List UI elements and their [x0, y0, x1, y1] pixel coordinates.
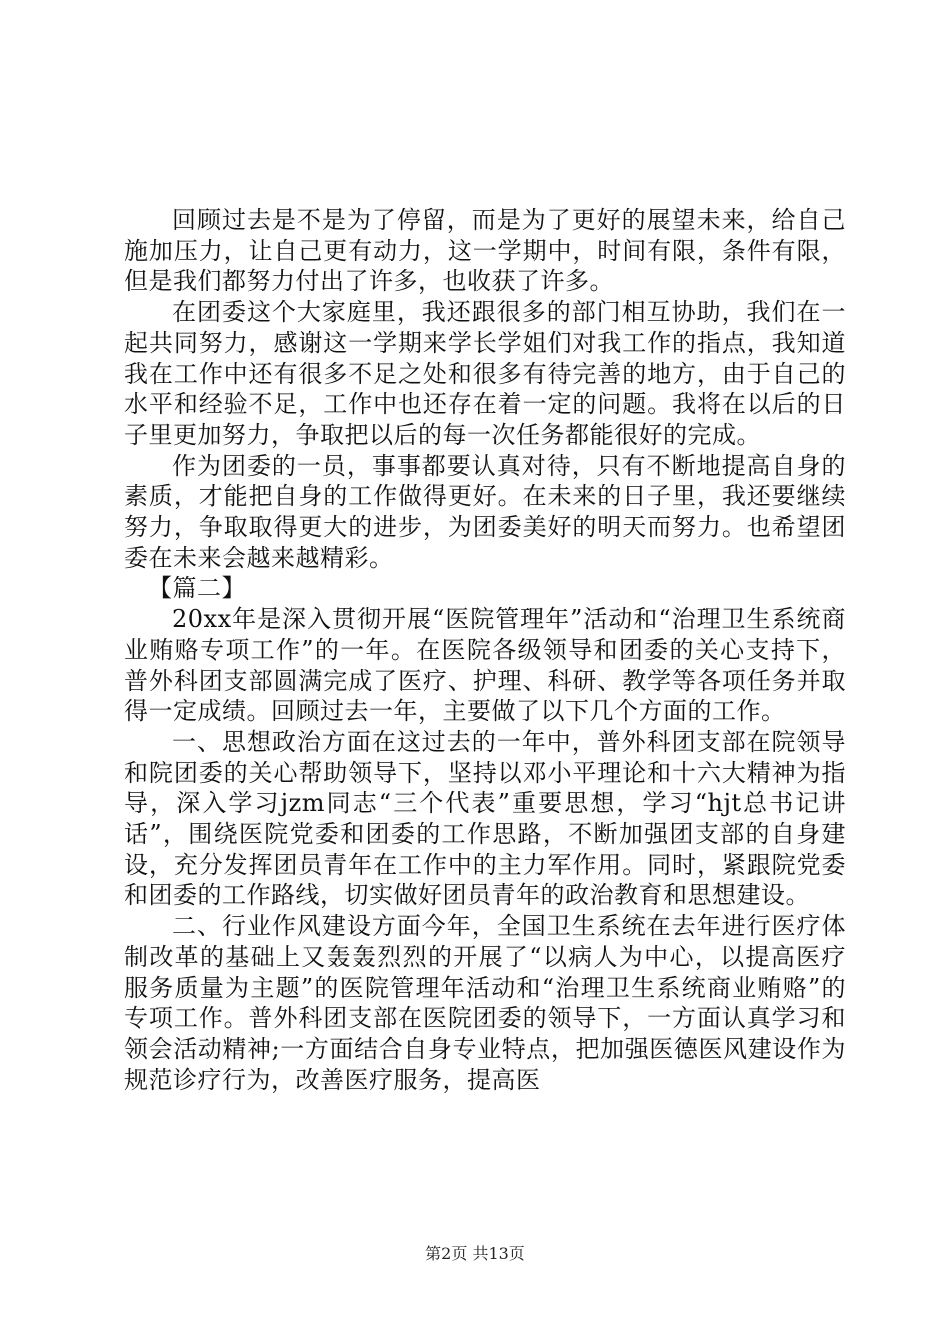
paragraph-teamwork: 在团委这个大家庭里，我还跟很多的部门相互协助，我们在一起共同努力，感谢这一学期来学长学姐们对我工作的指点，我知道我在工作中还有很多不足之处和很多有待完善的地方，由于自己的水平和经验不足，工作中也还存在着一定的问题。我将在以后的日子里更加努力，争取把以后的每一次任务都能很好的完成。 — [124, 298, 846, 449]
section-heading: 【篇二】 — [148, 574, 246, 603]
page-footer: 第2页 共13页 — [425, 1244, 525, 1263]
paragraph-future: 作为团委的一员，事事都要认真对待，只有不断地提高自身的素质，才能把自身的工作做得更好。在未来的日子里，我还要继续努力，争取取得更大的进步，为团委美好的明天而努力。也希望团委在未来会越来越精彩。 — [124, 451, 846, 572]
paragraph-ideology: 一、思想政治方面在这过去的一年中，普外科团支部在院领导和院团委的关心帮助领导下，坚持以邓小平理论和十六大精神为指导，深入学习jzm同志“三个代表”重要思想，学习“hjt总书记讲话”，围绕医院党委和团委的工作思路，不断加强团支部的自身建设，充分发挥团员青年在工作中的主力军作用。同时，紧跟院党委和团委的工作路线，切实做好团员青年的政治教育和思想建设。 — [124, 727, 846, 910]
document-body — [124, 205, 846, 1095]
paragraph-review: 回顾过去是不是为了停留，而是为了更好的展望未来，给自己施加压力，让自己更有动力，这一学期中，时间有限，条件有限，但是我们都努力付出了许多，也收获了许多。 — [124, 206, 846, 296]
paragraph-work-style: 二、行业作风建设方面今年，全国卫生系统在去年进行医疗体制改革的基础上又轰轰烈烈的开展了“以病人为中心，以提高医疗服务质量为主题”的医院管理年活动和“治理卫生系统商业贿赂”的专项工作。普外科团支部在医院团委的领导下，一方面认真学习和领会活动精神;一方面结合自身专业特点，把加强医德医风建设作为规范诊疗行为，改善医疗服务，提高医 — [124, 912, 846, 1094]
paragraph-intro: 20xx年是深入贯彻开展“医院管理年”活动和“治理卫生系统商业贿赂专项工作”的一年。在医院各级领导和团委的关心支持下，普外科团支部圆满完成了医疗、护理、科研、教学等各项任务并取得一定成绩。回顾过去一年，主要做了以下几个方面的工作。 — [124, 605, 846, 726]
